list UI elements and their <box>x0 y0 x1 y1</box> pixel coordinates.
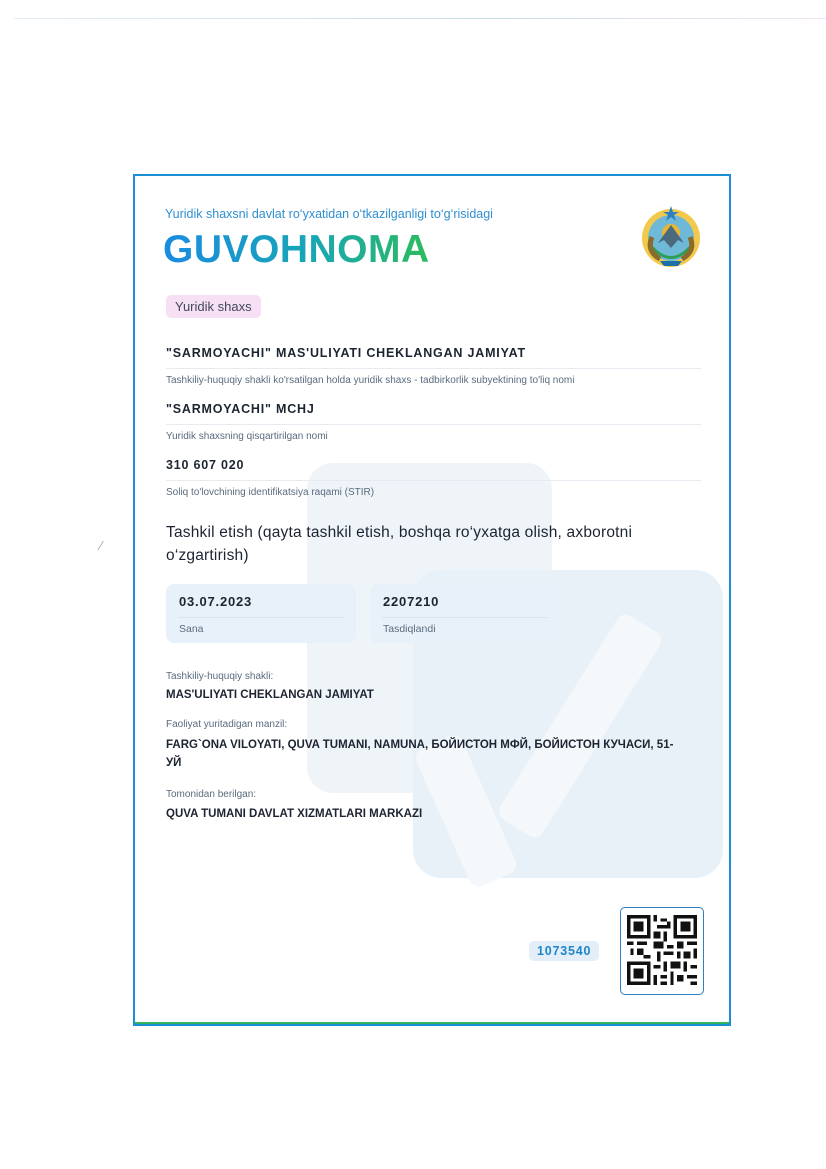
legal-form-label: Tashkiliy-huquqiy shakli: <box>166 671 274 682</box>
legal-form-value: MAS'ULIYATI CHEKLANGAN JAMIYAT <box>166 689 374 701</box>
scan-pen-mark: ⁄ <box>100 538 103 553</box>
card-divider <box>382 617 548 618</box>
full-name-label: Tashkiliy-huquqiy shakli ko'rsatilgan holda yuridik shaxs - tadbirkorlik subyektining to'liq nomi <box>166 375 575 386</box>
scan-top-line <box>14 18 826 19</box>
issuer-value: QUVA TUMANI DAVLAT XIZMATLARI MARKAZI <box>166 808 423 820</box>
uzbekistan-state-emblem-icon <box>638 203 704 269</box>
short-name-label: Yuridik shaxsning qisqartirilgan nomi <box>166 431 328 442</box>
address-value: FARG`ONA VILOYATI, QUVA TUMANI, NAMUNA, БОЙИСТОН МФЙ, БОЙИСТОН КУЧАСИ, 51-УЙ <box>166 739 674 769</box>
full-name-value: "SARMOYACHI" MAS'ULIYATI CHEKLANGAN JAMIYAT <box>166 346 701 369</box>
short-name-field <box>166 402 701 442</box>
date-value: 03.07.2023 <box>179 594 253 609</box>
issuer-label: Tomonidan berilgan: <box>166 789 257 800</box>
stir-value: 310 607 020 <box>166 458 701 481</box>
short-name-value: "SARMOYACHI" MCHJ <box>166 402 701 425</box>
approval-card <box>370 584 560 643</box>
certificate-frame <box>133 174 731 1026</box>
certificate-title: GUVOHNOMA <box>163 228 430 271</box>
certificate-bottom-border <box>135 1022 729 1024</box>
stir-label: Soliq to'lovchining identifikatsiya raqami (STIR) <box>166 487 375 498</box>
card-divider <box>178 617 344 618</box>
full-name-field <box>166 346 701 386</box>
approval-label: Tasdiqlandi <box>383 623 436 635</box>
date-card <box>166 584 356 643</box>
stir-field <box>166 458 701 498</box>
qr-code-icon <box>620 907 704 995</box>
certificate-subtitle: Yuridik shaxsni davlat ro‘yxatidan o‘tkazilganligi to‘g‘risidagi <box>165 207 493 221</box>
registration-action: Tashkil etish (qayta tashkil etish, boshqa ro‘yxatga olish, axborotni o‘zgartirish) <box>166 524 633 564</box>
address-label: Faoliyat yuritadigan manzil: <box>166 719 288 730</box>
serial-number-badge: 1073540 <box>529 941 599 961</box>
entity-type-badge: Yuridik shaxs <box>166 295 261 318</box>
date-label: Sana <box>179 623 204 635</box>
approval-number: 2207210 <box>383 594 440 609</box>
